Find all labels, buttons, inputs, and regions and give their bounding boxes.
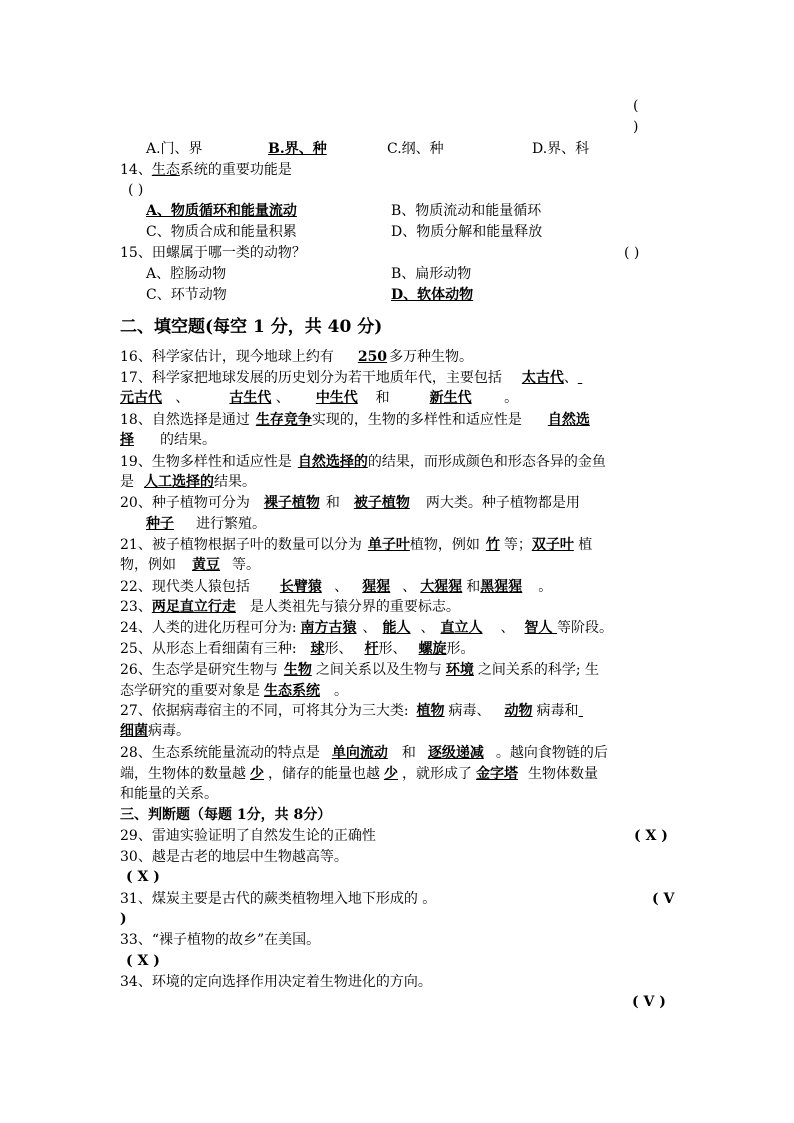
q16-text-c: 多万种生物。 xyxy=(389,349,474,365)
q15-option-a: A、腔肠动物 xyxy=(146,266,227,282)
q22-answer-3: 大猩猩 xyxy=(420,579,463,595)
q19-text-d: 是 xyxy=(120,474,134,490)
q25 xyxy=(120,639,475,659)
q20-text-a: 20、种子植物可分为 xyxy=(120,495,250,511)
q21-text-g: 植 xyxy=(578,537,593,553)
q20-answer-1: 裸子植物 xyxy=(263,495,320,511)
q19-line-1 xyxy=(120,452,606,472)
q17-text-a: 17、科学家把地球发展的历史划分为若干地质年代，主要包括 xyxy=(120,370,502,386)
q28-answer-3: 少 xyxy=(250,766,264,782)
q23-text-c: 是人类祖先与猿分界的重要标志。 xyxy=(249,599,460,615)
q25-text-a: 25、从形态上看细菌有三种: xyxy=(120,641,297,657)
q28-text-e: 。越向食物链的后 xyxy=(495,745,608,761)
q28-text-c: 和 xyxy=(401,745,416,761)
q30-mark: ( X ) xyxy=(126,869,160,885)
q24-answer-3: 直立人 xyxy=(440,620,483,636)
q21-line-1 xyxy=(120,535,592,555)
q22-answer-4: 黑猩猩 xyxy=(480,579,523,595)
q18-text-a: 18、自然选择是通过 xyxy=(120,412,250,428)
q21-text-j: 等。 xyxy=(232,557,260,573)
q18-text-f: 的结果。 xyxy=(160,432,216,448)
q21-answer-1: 单子叶 xyxy=(367,537,410,553)
q27-answer-1: 植物 xyxy=(416,703,445,719)
q29-mark: ( X ) xyxy=(634,828,668,844)
q21-answer-2: 竹 xyxy=(485,537,500,553)
q26-answer-1: 生物 xyxy=(283,662,312,678)
q15-option-c: C、环节动物 xyxy=(146,287,227,303)
q19-text-f: 结果。 xyxy=(214,474,256,490)
q22: 22、现代类人猿包括 长臂猿 、 猩猩 、 大猩猩 和黑猩猩 。 xyxy=(120,579,553,595)
q33-mark: ( X ) xyxy=(126,953,160,969)
q14-stem-underlined: 生态 xyxy=(151,162,180,178)
q25-answer-3: 螺旋 xyxy=(418,641,447,657)
q13-option-c: C.纲、种 xyxy=(387,141,444,157)
q31-stem: 31、煤炭主要是古代的蕨类植物埋入地下形成的 。 xyxy=(120,891,437,907)
q17-answer-2: 元古代 xyxy=(120,390,162,406)
q27-answer-2: 动物 xyxy=(504,703,533,719)
q25-answer-1: 球 xyxy=(310,641,325,657)
q18-line-2 xyxy=(120,430,216,450)
q14-option-b: B、物质流动和能量循环 xyxy=(391,203,542,219)
q21-answer-4: 黄豆 xyxy=(192,557,220,573)
q19-answer-2: 人工选择的 xyxy=(144,474,214,490)
q17-answer-5: 新生代 xyxy=(429,390,472,406)
q28-line-2 xyxy=(120,764,598,784)
q17-line-1: 17、科学家把地球发展的历史划分为若干地质年代，主要包括 太古代、 xyxy=(120,368,610,388)
q14-stem-rest: 系统的重要功能是 xyxy=(179,162,292,178)
q17-answer-1: 太古代 xyxy=(521,370,564,386)
q14-option-a-answer: A、物质循环和能量流动 xyxy=(146,203,297,219)
q20-answer-3: 种子 xyxy=(146,516,174,532)
q20-line-1 xyxy=(120,493,580,513)
section-2-title: 二、填空题(每空 1 分，共 40 分) xyxy=(120,317,383,337)
q27-line-2 xyxy=(120,721,190,741)
q14-num: 14、 xyxy=(120,162,152,178)
q14-option-c: C、物质合成和能量积累 xyxy=(146,224,297,240)
q25-text-g: 形。 xyxy=(446,641,475,657)
q28-answer-2: 逐级递减 xyxy=(427,745,484,761)
q23-answer: 两足直立行走 xyxy=(151,599,236,615)
q20-answer-2: 被子植物 xyxy=(353,495,410,511)
q17-blank-underline xyxy=(578,368,610,388)
q20-text-g: 进行繁殖。 xyxy=(196,516,266,532)
q21-line-2 xyxy=(120,555,260,575)
q18-answer-2b: 择 xyxy=(120,432,134,448)
q27-text-a: 27、依据病毒宿主的不同，可将其分为三大类: xyxy=(120,703,409,719)
q26-answer-3: 生态系统 xyxy=(264,683,320,699)
q13-option-b-answer: B.界、种 xyxy=(268,141,327,157)
q28-line-3: 和能量的关系。 xyxy=(120,786,218,802)
q20-line-2 xyxy=(120,514,266,534)
q14-stem xyxy=(120,160,292,180)
q27-text-c: 病毒、 xyxy=(448,703,491,719)
q19-text-a: 19、生物多样性和适应性是 xyxy=(120,454,292,470)
q22-text-g: 。 xyxy=(538,579,553,595)
q17-line-2: 元古代 、 古生代 、 中生代 和 新生代 。 xyxy=(120,390,519,406)
q13-option-d: D.界、科 xyxy=(532,141,590,157)
q16 xyxy=(120,347,473,367)
q26-line-2 xyxy=(120,681,348,701)
q16-answer: 250 xyxy=(357,349,388,365)
q26-answer-2: 环境 xyxy=(445,662,474,678)
q18-answer-2a: 自然选 xyxy=(547,412,590,428)
q28-answer-1: 单向流动 xyxy=(331,745,388,761)
q21-text-e: 等； xyxy=(503,537,532,553)
q18-answer-1: 生存竞争 xyxy=(255,412,312,428)
q19-answer-1: 自然选择的 xyxy=(297,454,368,470)
q25-text-c: 形、 xyxy=(324,641,353,657)
q20-text-c: 和 xyxy=(325,495,340,511)
q15-option-d-answer: D、软体动物 xyxy=(391,287,474,303)
q18-text-c: 实现的，生物的多样性和适应性是 xyxy=(311,412,522,428)
q30-stem: 30、越是古老的地层中生物越高等。 xyxy=(120,849,348,865)
q27-text-e: 病毒和 xyxy=(536,703,579,719)
q21-answer-3: 双子叶 xyxy=(531,537,574,553)
q17-answer-4: 中生代 xyxy=(315,390,358,406)
q28-text-l: 生物体数量 xyxy=(528,766,598,782)
q27-text-g: 病毒。 xyxy=(148,723,190,739)
q18-line-1 xyxy=(120,410,590,430)
q25-text-e: 形、 xyxy=(378,641,407,657)
q20-text-e: 两大类。种子植物都是用 xyxy=(425,495,580,511)
q27-line-1 xyxy=(120,701,605,721)
q25-answer-2: 杆 xyxy=(364,641,379,657)
q14-option-d: D、物质分解和能量释放 xyxy=(391,224,543,240)
q21-text-a: 21、被子植物根据子叶的数量可以分为 xyxy=(120,537,362,553)
q21-text-c: 植物，例如 xyxy=(409,537,480,553)
q19-line-2 xyxy=(120,472,256,492)
q17-answer-3: 古生代 xyxy=(229,390,272,406)
q22-text-a: 22、现代类人猿包括 xyxy=(120,579,250,595)
q28-text-f: 端，生物体的数量越 xyxy=(120,766,246,782)
q26-text-a: 26、生态学是研究生物与 xyxy=(120,662,278,678)
q22-answer-2: 猩猩 xyxy=(362,579,391,595)
q28-text-h: ，储存的能量也越 xyxy=(268,766,380,782)
q29-stem: 29、雷迪实验证明了自然发生论的正确性 xyxy=(120,828,376,844)
q22-text-e: 和 xyxy=(466,579,481,595)
q13-paren-close: ) xyxy=(633,119,639,135)
q26-text-f: 态学研究的重要对象是 xyxy=(120,683,260,699)
q13-option-a: A.门、界 xyxy=(146,141,203,157)
q28-answer-4: 少 xyxy=(384,766,398,782)
q13-paren-open: ( xyxy=(633,98,639,114)
q31-mark-open: ( V xyxy=(652,891,675,907)
q28-text-j: ，就形成了 xyxy=(402,766,472,782)
q16-text-a: 16、科学家估计，现今地球上约有 xyxy=(120,349,334,365)
q24-text-f: 等阶段。 xyxy=(556,620,613,636)
q24-answer-4: 智人 xyxy=(524,620,553,636)
q22-answer-1: 长臂猿 xyxy=(279,579,322,595)
q24-answer-2: 能人 xyxy=(382,620,411,636)
q21-text-h: 物，例如 xyxy=(120,557,176,573)
q34-stem: 34、环境的定向选择作用决定着生物进化的方向。 xyxy=(120,974,432,990)
q26-text-h: 。 xyxy=(334,683,348,699)
q19-text-c: 的结果，而形成颜色和形态各异的金鱼 xyxy=(367,454,606,470)
q26-text-e: 之间关系的科学; 生 xyxy=(477,662,599,678)
q33-stem: 33、“裸子植物的故乡”在美国。 xyxy=(120,932,321,948)
q28-line-1 xyxy=(120,743,608,763)
q23: 23、两足直立行走 是人类祖先与猿分界的重要标志。 xyxy=(120,599,460,615)
q24: 24、人类的进化历程可分为: 南方古猿 、 能人 、 直立人 、 智人 等阶段。 xyxy=(120,620,613,636)
q15-stem: 15、田螺属于哪一类的动物？ xyxy=(120,245,306,261)
q27-answer-3: 细菌 xyxy=(120,723,148,739)
q26-line-1 xyxy=(120,660,599,680)
q14-paren: ( ) xyxy=(128,182,144,198)
q15-option-b: B、扁形动物 xyxy=(391,266,472,282)
q24-answer-1: 南方古猿 xyxy=(300,620,357,636)
q34-mark: ( V ) xyxy=(632,994,666,1010)
q31-mark-close: ) xyxy=(120,911,127,927)
q24-text-a: 24、人类的进化历程可分为: xyxy=(120,620,297,636)
section-3-title: 三、判断题（每题 1分，共 8分） xyxy=(120,807,332,823)
q28-text-a: 28、生态系统能量流动的特点是 xyxy=(120,745,320,761)
q28-answer-5: 金字塔 xyxy=(476,766,518,782)
q26-text-c: 之间关系以及生物与 xyxy=(315,662,442,678)
q15-paren: ( ) xyxy=(624,245,640,261)
